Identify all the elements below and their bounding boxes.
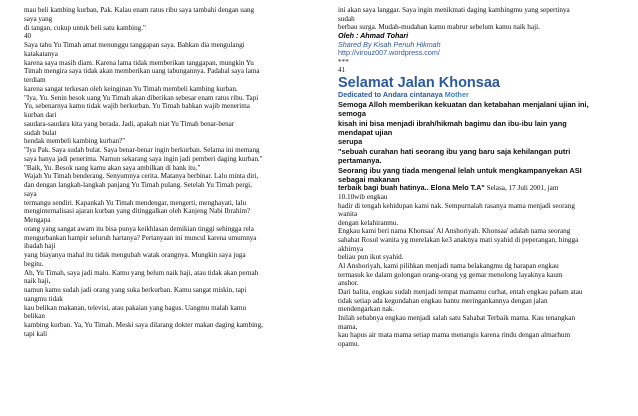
- body-line: Yu, sebenarnya kamu tidak wajib berkurban. Yu Timah bahkan wajib menerima: [24, 102, 250, 111]
- body-line: sahabat Rosul wanita yg merelakan ke3 anaknya mati syahid di peperangan, hingga: [338, 236, 579, 245]
- body-line: katakatanya: [24, 49, 58, 58]
- dedication-prefix: Dedicated to Andara cintanaya: [338, 91, 443, 100]
- body-line: kau belikan makanan, televisi, atau pakaian yang bagus. Uangmu malah kamu: [24, 303, 247, 312]
- body-line: di tangan, cukup untuk beli satu kambing.": [24, 23, 146, 32]
- body-line: mengurbankan hampir seluruh hartanya? Pertanyaan ini muncul karena umumnya: [24, 233, 257, 242]
- mixed-line-rest: Selasa, 17 Juli 2001, jam: [484, 184, 559, 193]
- body-line: hadir di tengah kehidupan kami nak. Sempurnalah rasanya mama menjadi seorang: [338, 201, 575, 210]
- body-line: "Baik, Yu. Besok uang kamu akan saya ambilkan di bank itu.": [24, 163, 201, 172]
- bold-intro-line: Seorang ibu yang tiada mengenal lelah untuk mengkampanyekan ASI: [338, 165, 582, 175]
- body-line: dengan kelahiranmu.: [338, 218, 399, 227]
- body-line: kau hapus air mata mama setiap mama menangis karena rindu dengan almarhum: [338, 331, 571, 340]
- body-line: akhirnya: [338, 244, 364, 253]
- body-line: Saya tahu Yu Timah amat menunggu tanggapan saya. Bahkan dia mengulangi: [24, 41, 245, 49]
- body-line: karena sangat terkesan oleh keinginan Yu Timah membeli kambing kurban.: [24, 84, 238, 93]
- body-line: Mengapa: [24, 216, 51, 224]
- source-credit: Shared By Kisah Penuh Hikmah: [338, 40, 441, 49]
- body-line: mama,: [338, 322, 358, 331]
- body-line: saya: [24, 189, 37, 198]
- body-line: hendak membeli kambing kurban?": [24, 137, 126, 146]
- bold-intro-line: sebagai makanan: [338, 174, 400, 184]
- body-line: Ah, Yu Timah, saya jadi malu. Kamu yang belum naik haji, atau tidak akan pernah: [24, 268, 259, 277]
- body-line: ini akan saya langgar. Saya ingin menikmati daging kambingmu yang sepertinya: [338, 6, 570, 14]
- bold-intro-line: serupa: [338, 137, 363, 147]
- body-line: namun kamu sudah jadi orang yang suka berkurban. Kamu sangat miskin, tapi: [24, 286, 247, 294]
- body-line: tidak setiap ada kegundahan engkau bantu meringankannya dengan jalan: [338, 296, 548, 305]
- dedication: [338, 91, 628, 100]
- body-line: Wajah Yu Timah benderang. Senyumnya cerita. Matanya berbinar. Lalu minta diri,: [24, 172, 259, 181]
- body-line: uangmu tidak: [24, 294, 63, 303]
- body-line: Engkau kami beri nama Khonsaa' Al Anshoriyah. Khonsaa' adalah nama seorang: [338, 227, 571, 236]
- body-line: 10.10wib engkau: [338, 192, 388, 201]
- body-line: menginternalisasi ajaran kurban yang ditinggalkan oleh Kanjeng Nabi Ibrahim?: [24, 207, 251, 216]
- body-line: opamu.: [338, 339, 360, 348]
- bold-intro-line: kisah ini bisa menjadi ibrah/hikmah bagimu dan ibu-ibu lain yang: [338, 118, 567, 128]
- body-line: saudara-saudara kita yang berada. Jadi, apakah niat Yu Timah benar-benar: [24, 119, 235, 128]
- story-body: [338, 193, 628, 349]
- body-line: "Iya Pak. Saya sudah bulat. Saya benar-benar ingin berkurban. Selama ini memang: [24, 146, 260, 154]
- body-line: saya yang: [24, 14, 53, 23]
- body-line: mau beli kambing kurban, Pak. Kalau enam ratus ribu saya tambahi dengan uang: [24, 6, 255, 14]
- body-line: Al Anshoriyah, kami pilihkan menjadi nama belakangmu dg harapan engkau: [338, 262, 559, 271]
- right-column: [338, 6, 628, 348]
- body-line: belikan: [24, 312, 45, 321]
- body-line: anshor.: [338, 279, 359, 288]
- body-line: kambing kurban. Ya, Yu Timah. Meski saya dilarang dokter makan daging kambing,: [24, 321, 263, 329]
- body-line: Timah mengira saya tidak akan memberikan uang tabungannya. Padahal saya lama: [24, 67, 260, 76]
- bold-intro-line: "sebuah curahan hati seorang ibu yang baru saja kehilangan putri: [338, 146, 571, 156]
- bold-intro-line: pertamanya.: [338, 156, 382, 166]
- body-line: ibadah haji: [24, 242, 56, 251]
- mixed-line: [338, 184, 628, 193]
- left-column: [24, 6, 320, 339]
- body-line: saya hanya jadi penerima. Namun sekarang saya ingin jadi pemberi daging kurban.": [24, 154, 263, 163]
- body-line: wanita: [338, 210, 358, 219]
- body-line: 40: [24, 32, 32, 41]
- body-line: "Iya, Yu. Senin besok uang Yu Timah akan diberikan sebesar enam ratus ribu. Tapi: [24, 93, 259, 102]
- body-line: mendengarkan nak.: [338, 305, 395, 314]
- body-line: termangu sendiri. Kapankah Yu Timah mendengar, mengerti, menghayati, lalu: [24, 198, 247, 207]
- body-line: beliau pun ikut syahid.: [338, 253, 404, 262]
- body-line: karena saya masih diam. Karena lama tidak memberikan tanggapan, mungkin Yu: [24, 58, 254, 67]
- separator: ***: [338, 57, 349, 66]
- body-line: dan dengan langkah-langkah panjang Yu Timah pulang. Setelah Yu Timah pergi,: [24, 181, 252, 189]
- bold-intro-line: semoga: [338, 109, 366, 119]
- dedication-name: Mother: [444, 91, 469, 100]
- body-line: naik haji,: [24, 277, 51, 286]
- bold-intro: [338, 100, 628, 185]
- body-line: termasuk ke dalam golongan orang-orang yg gemar menolong layaknya kaum: [338, 270, 563, 279]
- body-line: begitu.: [24, 259, 44, 268]
- body-line: yang biayanya mahal itu tidak mengubah watak orangnya. Mungkin saya juga: [24, 251, 246, 259]
- author-credit: Oleh : Ahmad Tohari: [338, 31, 409, 40]
- body-line: orang yang sangat awam itu bisa punya keikhlasan demikian tinggi sehingga rela: [24, 224, 254, 233]
- body-line: Inilah sebabnya engkau menjadi salah satu Sahabat Terbaik mama. Kau tenangkan: [338, 313, 576, 322]
- body-line: sudah bulat: [24, 128, 57, 137]
- body-line: tapi kali: [24, 329, 48, 338]
- chapter-number: 41: [338, 66, 346, 75]
- mixed-line-bold: terbaik bagi buah hatinya.. Elona Melo T.A": [338, 184, 485, 193]
- body-line: sudah: [338, 14, 355, 23]
- bold-intro-line: Semoga Alloh memberikan kekuatan dan ketabahan menjalani ujian ini,: [338, 99, 589, 109]
- chapter-title: Selamat Jalan Khonsaa: [338, 75, 500, 92]
- body-line: Dari balita, engkau sudah menjadi tempat mamamu curhat, entah engkau paham atau: [338, 287, 583, 296]
- body-line: kurban dari: [24, 111, 57, 119]
- bold-intro-line: mendapat ujian: [338, 127, 393, 137]
- body-line: berbau surga. Mudah-mudahan kamu mabrur sebelum kamu naik haji.: [338, 23, 540, 32]
- body-line: terdiam: [24, 76, 46, 84]
- blog-link[interactable]: http://virouz007.wordpress.com/: [338, 49, 440, 58]
